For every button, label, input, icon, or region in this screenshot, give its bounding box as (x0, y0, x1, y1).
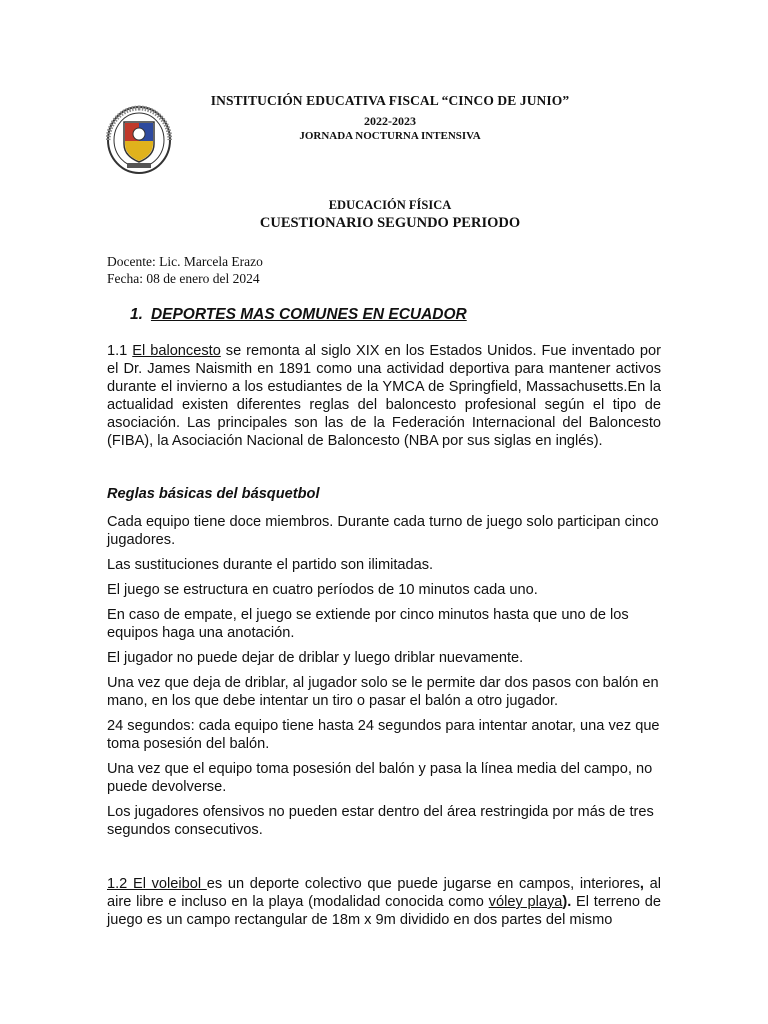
school-year: 2022-2023 (364, 114, 416, 128)
rule-item: Una vez que el equipo toma posesión del balón y pasa la línea media del campo, no puede devolverse. (107, 761, 653, 795)
rules-heading: Reglas básicas del básquetbol (107, 486, 320, 502)
rule-item: Una vez que deja de driblar, al jugador solo se le permite dar dos pasos con balón en mano, en los que debe intentar un tiro o pasar el balón a otro jugador. (107, 675, 659, 709)
paragraph-text: El terreno de juego es un campo rectangular de 18m x 9m dividido en dos partes del mismo (107, 894, 661, 928)
rule-item: Cada equipo tiene doce miembros. Durante cada turno de juego solo participan cinco jugadores. (107, 514, 659, 548)
term-baloncesto: El baloncesto (132, 343, 221, 359)
rule-item: El jugador no puede dejar de driblar y luego driblar nuevamente. (107, 650, 524, 666)
rule-item: En caso de empate, el juego se extiende por cinco minutos hasta que uno de los equipos haga una anotación. (107, 607, 629, 641)
teacher-line: Docente: Lic. Marcela Erazo (107, 254, 263, 269)
paragraph-voleibol (107, 875, 661, 929)
paragraph-number: 1.1 (107, 343, 133, 359)
paragraph-text: al aire libre e incluso en la playa (modalidad conocida como (107, 876, 661, 910)
term-voleibol: 1.2 El voleibol (107, 876, 207, 892)
institution-title: INSTITUCIÓN EDUCATIVA FISCAL “CINCO DE JUNIO” (210, 93, 570, 108)
section-heading (130, 306, 467, 324)
subject-title: EDUCACIÓN FÍSICA (328, 198, 452, 212)
questionnaire-title: CUESTIONARIO SEGUNDO PERIODO (259, 215, 521, 231)
bold-comma: , (639, 876, 644, 892)
bold-close: ). (562, 894, 572, 910)
paragraph-text: es un deporte colectivo que puede jugarse en campos, interiores (206, 876, 640, 892)
rules-list (107, 513, 667, 846)
section-number: 1. (130, 306, 143, 323)
rule-item: Los jugadores ofensivos no pueden estar dentro del área restringida por más de tres segundos consecutivos. (107, 804, 654, 838)
rule-item: 24 segundos: cada equipo tiene hasta 24 segundos para intentar anotar, una vez que toma posesión del balón. (107, 718, 660, 752)
jornada-label: JORNADA NOCTURNA INTENSIVA (299, 130, 481, 142)
term-voley-playa: vóley playa (488, 894, 563, 910)
rule-item: El juego se estructura en cuatro períodos de 10 minutos cada uno. (107, 582, 538, 598)
date-line: Fecha: 08 de enero del 2024 (107, 271, 260, 286)
section-title: DEPORTES MAS COMUNES EN ECUADOR (150, 306, 467, 323)
paragraph-baloncesto (107, 342, 661, 450)
rule-item: Las sustituciones durante el partido son ilimitadas. (107, 557, 434, 573)
paragraph-text: se remonta al siglo XIX en los Estados Unidos. Fue inventado por el Dr. James Naismith en 1891 como una actividad deportiva para mantener activos durante el invierno a los estudiantes de la YMCA de Springfield, Massachusetts.En la actualidad existen diferentes reglas del baloncesto profesional según el tipo de asociación. Las principales son las de la Federación Internacional del Baloncesto (FIBA), la Asociación Nacional de Baloncesto (NBA por sus siglas en inglés). (107, 343, 661, 449)
